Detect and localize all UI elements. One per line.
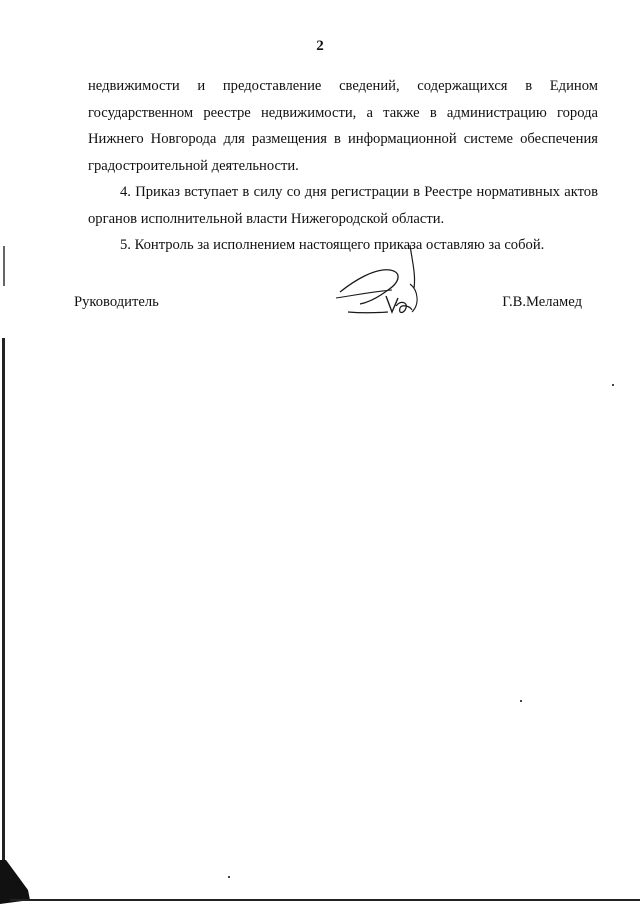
scan-speck xyxy=(520,700,522,702)
scan-speck xyxy=(612,384,614,386)
paragraph-continuation: недвижимости и предоставление сведений, содержащихся в Едином государственном реестре недвижимости, а также в администрацию города Нижнего Новгорода для размещения в информационной системе обеспечения градостроительной деятельности. xyxy=(88,78,598,174)
signatory-name: Г.В.Меламед xyxy=(502,294,582,310)
scan-artifact-bottom-line xyxy=(10,899,640,901)
paragraph-item-5: 5. Контроль за исполнением настоящего приказа оставляю за собой. xyxy=(120,237,545,253)
paragraph-item-4: 4. Приказ вступает в силу со дня регистрации в Реестре нормативных актов органов исполнительной власти Нижегородской области. xyxy=(88,184,598,227)
signatory-position: Руководитель xyxy=(74,294,159,310)
page-number: 2 xyxy=(316,38,324,54)
scan-artifact-line-left xyxy=(2,338,5,878)
document-body xyxy=(88,73,598,259)
signature-row xyxy=(0,294,640,318)
scan-artifact-line-top xyxy=(3,246,5,286)
scan-speck xyxy=(228,876,230,878)
